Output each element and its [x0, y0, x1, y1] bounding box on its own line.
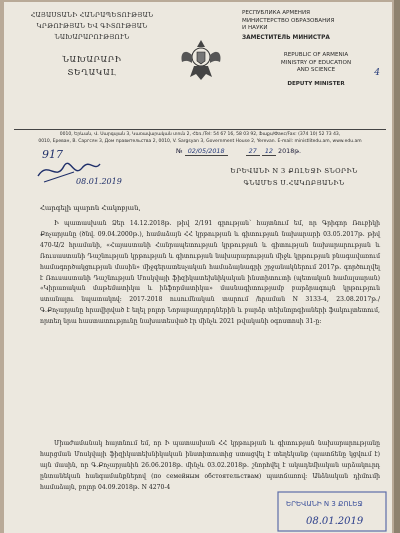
doc-year: 2018թ. [278, 147, 302, 155]
doc-number-value: 02/05/2018 [185, 147, 228, 156]
ministry-ru-3: И НАУКИ [242, 25, 268, 31]
position-title-1: ՆԱԽԱՐԱՐԻ [62, 54, 122, 64]
handwritten-registration-mark [34, 142, 134, 197]
ministry-header-foreign [242, 10, 390, 88]
recipient-block [204, 165, 384, 189]
salutation: Հարգելի պարոն Հակոբյան, [40, 204, 141, 212]
position-title-2: ՏԵՂԱԿԱԼ [67, 67, 117, 77]
ministry-name-line2: ԿՐԹՈՒԹՅԱՆ ԵՎ ԳԻՏՈՒԹՅԱՆ [36, 22, 148, 30]
stamp-text: ԵՐԵՎԱՆԻ N 3 ՔՈԼԵՋ [286, 500, 363, 508]
recipient-line2: ԳՆԱՄԵՏ Ս.ՀԱԿՈԲՅԱՆԻՆ [243, 179, 345, 187]
document-number [176, 147, 386, 156]
handwritten-number: 917 [42, 148, 63, 161]
doc-month: 12 [262, 147, 276, 156]
deputy-en: DEPUTY MINISTER [287, 80, 345, 87]
ministry-name-line1: ՀԱՅԱՍՏԱՆԻ ՀԱՆՐԱՊԵՏՈՒԹՅԱՆ [30, 11, 154, 19]
doc-number-prefix: № [176, 147, 183, 155]
page-mark: 4 [374, 68, 380, 78]
coat-of-arms-icon [174, 30, 228, 84]
address-line2: 0010, Ереван, В. Саргсян 3, Дом правительства 2, 0010, V. Sargsyan 3, Government House 2, Yerevan. E-mail: ministlitedu.am, www.edu.am [38, 138, 362, 144]
ministry-ru-2: МИНИСТЕРСТВО ОБРАЗОВАНИЯ [242, 17, 335, 24]
ministry-ru-1: РЕСПУБЛИКА АРМЕНИЯ [242, 10, 311, 16]
ministry-header-armenian [16, 10, 168, 79]
letter-sheet [4, 2, 392, 533]
page-edge-shadow [394, 0, 400, 533]
address-line1: 0010, Երևան, Վ. Սարգսյան 3, Կառավարական տուն 2, Հեռ./Tel: 54 67 16, 58 03 92, Ֆաքս/Факс/Fax: (374 10) 52 73 43, [59, 132, 341, 137]
stamp-date: 08.01.2019 [306, 516, 364, 527]
ministry-en-2: MINISTRY OF EDUCATION [280, 59, 352, 66]
header-divider [14, 129, 386, 130]
recipient-line1: ԵՐԵՎԱՆԻ N 3 ՔՈԼԵՋԻ ՏՆՕՐԻՆ [230, 167, 358, 175]
body-paragraph-2: Միաժամանակ հայտնում եմ, որ Ի պատասխան ՀՀ կրթության և գիտության նախարարությանը հարցման Մոսկվայի ֆիզիկատեխնիկական ինստիտուտից ստացվել է տեղեկանք (պատճենը կցվում է) այն մասին, որ Գ.Քոչարյանին 26.06.2018թ. մինչև 03.02.2018թ. շնորհվել է ակադեմիական արձակուրդ ընտանեկան հանգամանքներով (по семейным обстоятельствам) պատճառով: Անձնական դիմումի համաձայն, բոլոր 04.09.2018թ. N 4270-4 [40, 440, 380, 491]
deputy-ru: ЗАМЕСТИТЕЛЬ МИНИСТРА [242, 34, 330, 41]
incoming-stamp [276, 490, 388, 533]
doc-day: 27 [246, 147, 260, 156]
ministry-en-3: AND SCIENCE [296, 67, 336, 73]
handwritten-date: 08.01.2019 [76, 177, 122, 186]
body-paragraph-1: Ի պատասխան Ձեր 14.12.2018թ. թիվ 2/191 գրության՝ հայտնում եմ, որ Գրիգոր Ռուբիկի Քոչարյանը (ծնվ. 09.04.2000թ.), համաձայն ՀՀ կրթության և գիտության նախարարի 03.05.2017թ. թիվ 470-Ա/2 հրամանի, «Հայաստանի Հանրապետության կրթության և գիտության նախարարության և Ռուսաստանի Դաշնության կրթության և գիտության նախարարության միջև կրթության բնագավառում համագործակցության մասին» միջգերատեսչական համաձայնագրի շրջանակներում 2017թ. գործուղվել է Ռուսաստանի Դաշնության Մոսկվայի ֆիզիկատեխնիկական ինստիտուտի (պետական համալսարան) «Կիրառական մաթեմատիկա և ինֆորմատիկա» մասնագիտությամբ բարձրագույն կրթություն ստանալու նպատակով: 2017-2018 ուսումնական տարում /հրաման N 3133-4, 23.08.2017թ./ Գ.Քոչարյանը հրավիրված է եղել բոլոր Նորաբաղդորդներին և բարձր տեխնոլոգիաների ֆակուլտետում, որտեղ նրա հաստատությունը նախատեսված էր մինչև 2021 թվականի օգոստոսի 31-ը: [40, 220, 380, 326]
ministry-name-line3: ՆԱԽԱՐԱՐՈՒԹՅՈՒՆ [54, 33, 130, 41]
ministry-en-1: REPUBLIC OF ARMENIA [283, 52, 349, 58]
